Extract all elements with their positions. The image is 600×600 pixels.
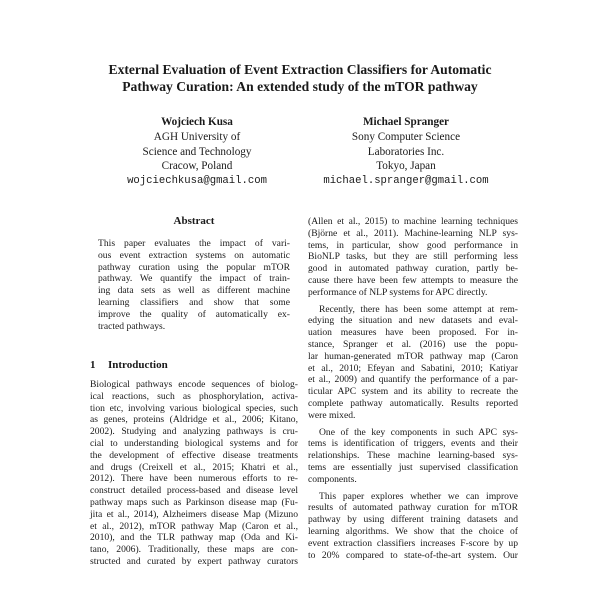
- text-line: tems are essentially just supervised classification: [308, 461, 518, 473]
- author-affiliation-line: Science and Technology: [142, 145, 252, 158]
- author-name: Wojciech Kusa: [161, 116, 233, 128]
- section-title: Introduction: [108, 359, 168, 371]
- text-line: 2010), and the TLR pathway map (Oda and Ki-: [90, 532, 298, 544]
- text-line: complete pathway automatically. Results reported: [308, 397, 518, 409]
- text-line: jita et al., 2014), Alzheimers disease Map (Mizuno: [90, 508, 298, 520]
- introduction-paragraph-left: [90, 379, 298, 568]
- abstract-line: ous event extraction systems on automatic: [98, 249, 290, 261]
- abstract-line: ing data sets as well as different machine: [98, 285, 290, 297]
- abstract-line: learning classifiers and show that some: [98, 296, 290, 308]
- text-line: et al., 2010; Efeyan and Sabatini, 2010; Katiyar: [308, 362, 518, 374]
- text-line: This paper explores whether we can improve: [319, 490, 518, 502]
- author-name: Michael Spranger: [362, 116, 450, 128]
- text-line: construct detailed process-based and disease level: [90, 485, 298, 497]
- text-line: et al., 2009) and quantify the performance of a par-: [308, 374, 518, 386]
- text-line: Recently, there has been some attempt at rem-: [319, 303, 518, 315]
- text-line: 2002). Studying and analyzing pathways is cru-: [90, 426, 298, 438]
- text-line: relationships. These machine learning-based sys-: [308, 450, 518, 462]
- text-line: 2012). There have been numerous efforts to re-: [90, 473, 298, 485]
- paper-title-line-2: Pathway Curation: An extended study of the mTOR pathway: [122, 79, 478, 94]
- text-line: ticular APC system and its ability to recreate the: [308, 386, 518, 398]
- text-line: (Allen et al., 2015) to machine learning techniques: [308, 216, 518, 227]
- text-line: BioNLP tasks, but they are still performing less: [308, 251, 518, 263]
- text-line: stance, Spranger et al. (2016) use the popu-: [308, 338, 518, 350]
- text-line: edying the situation and new datasets and eval-: [308, 315, 518, 327]
- text-line: et al., 2012), mTOR pathway Map (Caron et al.,: [90, 520, 298, 532]
- text-line: uation measures have been proposed. For in-: [308, 327, 518, 339]
- author-affiliation-line: Sony Computer Science: [351, 130, 461, 143]
- paper-title: [60, 61, 540, 95]
- text-line: (Björne et al., 2011). Machine-learning NLP sys-: [308, 227, 518, 239]
- abstract-line: pathway curation using the popular mTOR: [98, 261, 290, 273]
- text-line: ical reactions, such as phosphorylation, activa-: [90, 390, 298, 402]
- text-line: tano, 2006). Traditionally, these maps are con-: [90, 544, 298, 556]
- section-number: 1: [90, 359, 96, 371]
- text-line: lar human-generated mTOR pathway map (Caron: [308, 350, 518, 362]
- text-line: structed and curated by expert pathway curators: [90, 555, 298, 567]
- text-line: were mixed.: [308, 409, 356, 421]
- author-block-2: [276, 115, 536, 189]
- text-line: tems, in particular, show good performance in: [308, 239, 518, 251]
- text-line: tion etc, involving various biological species, such: [90, 402, 298, 414]
- text-line: cause there have been few attempts to measure the: [308, 274, 518, 286]
- author-email: wojciechkusa@gmail.com: [127, 175, 267, 188]
- text-line: pathway by using different training datasets and: [308, 514, 518, 526]
- text-line: as genes, proteins (Aldridge et al., 2006; Kitano,: [90, 414, 298, 426]
- text-line: the development of effective disease treatments: [90, 449, 298, 461]
- text-line: to 20% compared to state-of-the-art system. Our: [308, 549, 518, 561]
- author-affiliation-line: Laboratories Inc.: [367, 145, 445, 158]
- text-line: good in automated pathway curation, partly be-: [308, 263, 518, 275]
- right-column-text: [308, 216, 518, 561]
- text-line: Biological pathways encode sequences of biolog-: [90, 379, 298, 390]
- text-line: performance of NLP systems for APC directly.: [308, 286, 488, 298]
- text-line: components.: [308, 473, 357, 485]
- abstract-body: [90, 238, 298, 332]
- text-line: tems is identification of triggers, events and their: [308, 438, 518, 450]
- text-line: cial to understanding biological systems and for: [90, 437, 298, 449]
- abstract-heading: Abstract: [173, 215, 215, 227]
- text-line: event extraction classifiers increases F-score by up: [308, 537, 518, 549]
- text-line: One of the key components in such APC sys-: [319, 426, 518, 438]
- paper-title-line-1: External Evaluation of Event Extraction Classifiers for Automatic: [108, 62, 492, 77]
- author-affiliation-line: Tokyo, Japan: [376, 160, 436, 173]
- text-line: learning algorithms. We show that the choice of: [308, 525, 518, 537]
- text-line: results of automated pathway curation for mTOR: [308, 502, 518, 514]
- author-affiliation-line: AGH University of: [153, 130, 241, 143]
- text-line: and drugs (Creixell et al., 2015; Khatri et al.,: [90, 461, 298, 473]
- section-heading-introduction: [90, 358, 168, 372]
- author-affiliation-line: Cracow, Poland: [161, 160, 233, 173]
- abstract-line: pathway. We quantify the impact of train-: [98, 273, 290, 285]
- abstract-line: tracted pathways.: [98, 320, 166, 332]
- text-line: pathway maps such as Parkinson disease map (Fu-: [90, 496, 298, 508]
- author-email: michael.spranger@gmail.com: [323, 175, 489, 188]
- abstract-line: improve the quality of automatically ex-: [98, 308, 290, 320]
- abstract-line: This paper evaluates the impact of vari-: [98, 238, 290, 249]
